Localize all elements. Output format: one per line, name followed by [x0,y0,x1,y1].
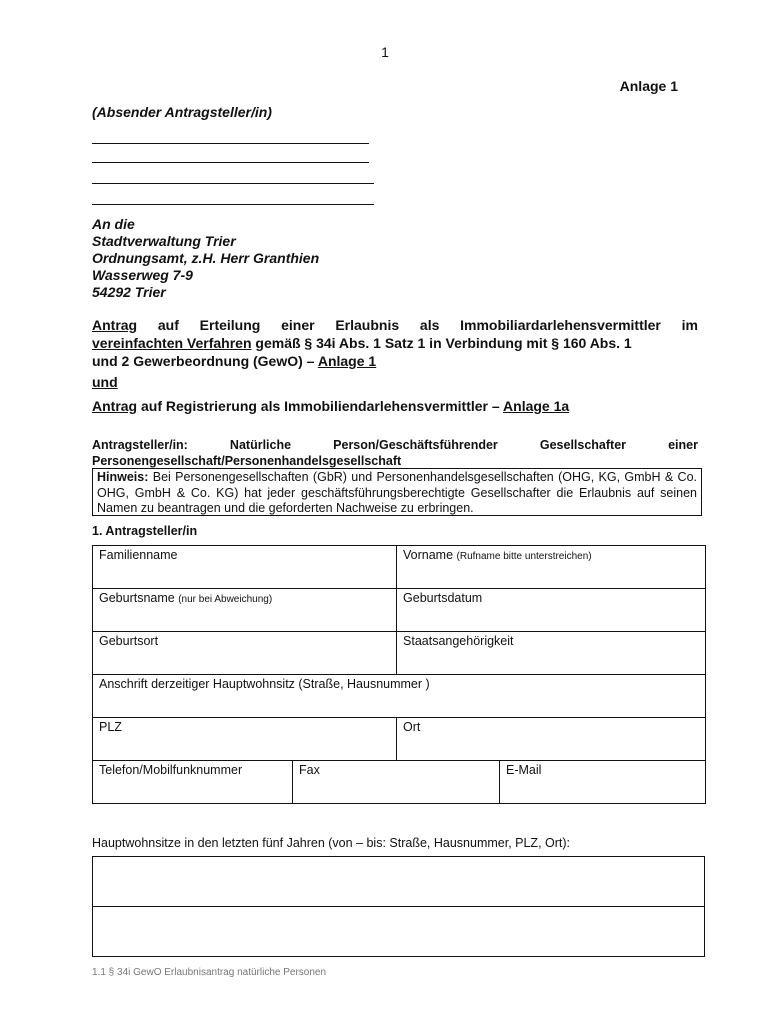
familienname-field[interactable]: Familienname [93,546,397,589]
residence-row-2[interactable] [93,907,705,957]
recipient-line-4: Wasserweg 7-9 [92,267,193,283]
recipient-address [92,216,319,301]
application-permit-heading: Antrag auf Erteilung einer Erlaubnis als Immobiliardarlehensvermittler im vereinfachten Verfahren gemäß § 34i Abs. 1 Satz 1 in Verbindung mit § 160 Abs. 1 und 2 Gewerbeordnung (GewO) – Anlage 1 [92,317,698,369]
und-label: und [92,374,118,390]
sender-line-4[interactable] [92,204,374,205]
geburtsdatum-field[interactable]: Geburtsdatum [397,589,706,632]
notice-text: Bei Personengesellschaften (GbR) und Personenhandelsgesellschaften (OHG, KG, GmbH & Co. OHG, GmbH & Co. KG) hat jeder geschäftsführungsberechtigte Gesellschafter die Erlaubnis auf seinen Namen zu beantragen und die geforderten Nachweise zu erbringen. [97,470,697,515]
geburtsname-field[interactable]: Geburtsname (nur bei Abweichung) [93,589,397,632]
email-field[interactable]: E-Mail [500,761,706,804]
recipient-line-2: Stadtverwaltung Trier [92,233,236,249]
residences-title: Hauptwohnsitze in den letzten fünf Jahren (von – bis: Straße, Hausnummer, PLZ, Ort): [92,836,571,850]
recipient-line-3: Ordnungsamt, z.H. Herr Granthien [92,250,320,266]
staatsangehoerigkeit-field[interactable]: Staatsangehörigkeit [397,632,706,675]
section-1-title: 1. Antragsteller/in [92,524,198,538]
recipient-line-5: 54292 Trier [92,284,166,300]
residences-table [92,856,705,957]
applicant-form [92,545,706,804]
notice-box [92,468,702,516]
sender-line-3[interactable] [92,183,374,184]
anschrift-field[interactable]: Anschrift derzeitiger Hauptwohnsitz (Straße, Hausnummer ) [93,675,706,718]
ort-field[interactable]: Ort [397,718,706,761]
geburtsort-field[interactable]: Geburtsort [93,632,397,675]
simplified-procedure: vereinfachten Verfahren [92,335,252,351]
antrag-word: Antrag [92,317,138,333]
residence-row-1[interactable] [93,857,705,907]
notice-label: Hinweis: [97,470,149,484]
sender-label: (Absender Antragsteller/in) [92,104,272,120]
plz-field[interactable]: PLZ [93,718,397,761]
fax-field[interactable]: Fax [293,761,500,804]
vorname-field[interactable]: Vorname (Rufname bitte unterstreichen) [397,546,706,589]
applicant-types: Antragsteller/in: Natürliche Person/Geschäftsführender Gesellschafter einer Personengesellschaft/Personenhandelsgesellschaft [92,438,698,468]
annex-1a-ref: Anlage 1a [503,398,570,414]
page-number: 1 [381,44,389,60]
sender-line-1[interactable] [92,143,369,144]
application-registration-heading: Antrag auf Registrierung als Immobiliendarlehensvermittler – Anlage 1a [92,398,570,414]
annex-label: Anlage 1 [619,78,678,94]
footer-text: 1.1 § 34i GewO Erlaubnisantrag natürliche Personen [92,967,327,978]
annex-1-ref: Anlage 1 [317,353,377,369]
sender-line-2[interactable] [92,162,369,163]
recipient-line-1: An die [92,216,135,232]
telefon-field[interactable]: Telefon/Mobilfunknummer [93,761,293,804]
